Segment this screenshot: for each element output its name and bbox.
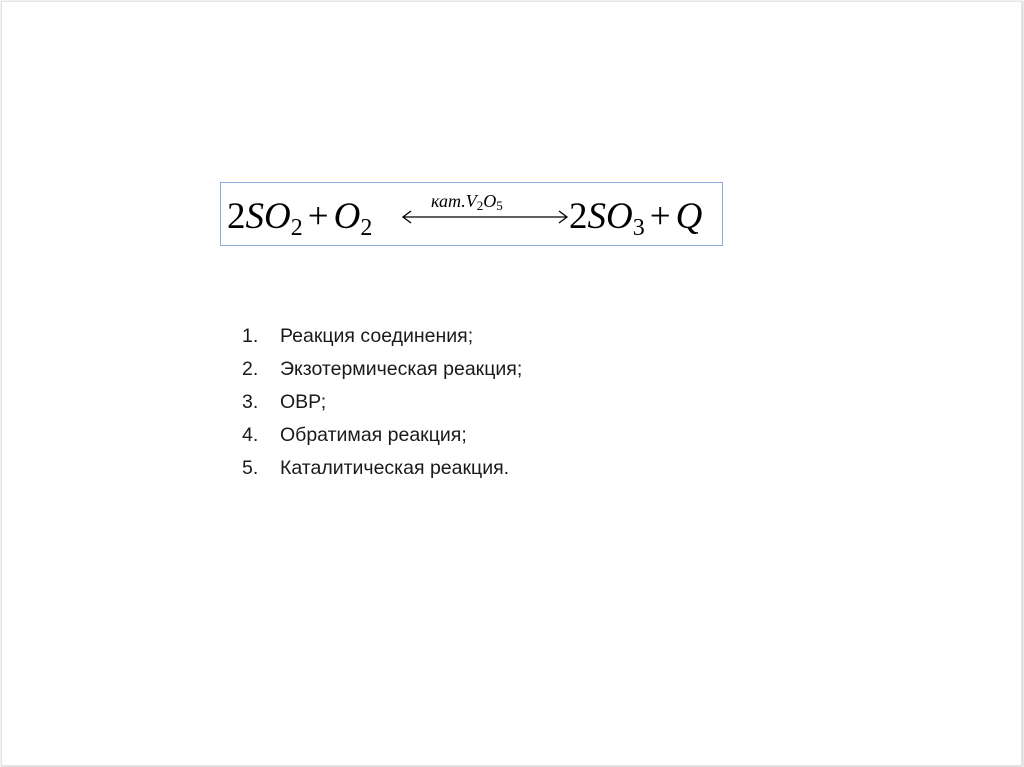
double-arrow-icon <box>399 207 571 227</box>
product-so3: SO <box>587 196 633 237</box>
plus-sign: + <box>649 196 671 237</box>
list-item <box>242 452 522 485</box>
list-number: 1. <box>242 325 259 347</box>
coefficient-left: 2 <box>227 196 246 237</box>
catalyst-o: O <box>483 191 497 211</box>
product-heat: Q <box>675 196 703 237</box>
equation-right-side <box>569 198 702 240</box>
list-text: Реакция соединения; <box>280 325 474 347</box>
list-item <box>242 419 522 452</box>
reactant-so2: SO <box>245 196 291 237</box>
coefficient-right: 2 <box>569 196 588 237</box>
reversible-arrow <box>399 187 571 237</box>
list-number: 4. <box>242 424 259 446</box>
catalyst-sub-2: 2 <box>476 198 484 213</box>
list-text: Экзотермическая реакция; <box>280 358 523 380</box>
reaction-properties-list <box>242 320 522 485</box>
list-item <box>242 353 522 386</box>
list-number: 5. <box>242 457 259 479</box>
reactant-o2-subscript: 2 <box>360 215 373 241</box>
list-text: Обратимая реакция; <box>280 424 467 446</box>
reactant-o2: O <box>333 196 361 237</box>
catalyst-v: кат.V <box>431 191 477 211</box>
catalyst-sub-5: 5 <box>496 198 503 213</box>
product-so3-subscript: 3 <box>632 215 645 241</box>
list-text: ОВР; <box>280 391 327 413</box>
plus-sign: + <box>307 196 329 237</box>
list-text: Каталитическая реакция. <box>280 457 510 479</box>
equation-box <box>220 182 723 246</box>
list-item <box>242 386 522 419</box>
list-item <box>242 320 522 353</box>
list-number: 2. <box>242 358 259 380</box>
equation-left-side <box>227 198 372 240</box>
list-number: 3. <box>242 391 259 413</box>
reactant-so2-subscript: 2 <box>290 215 303 241</box>
slide <box>1 1 1022 766</box>
